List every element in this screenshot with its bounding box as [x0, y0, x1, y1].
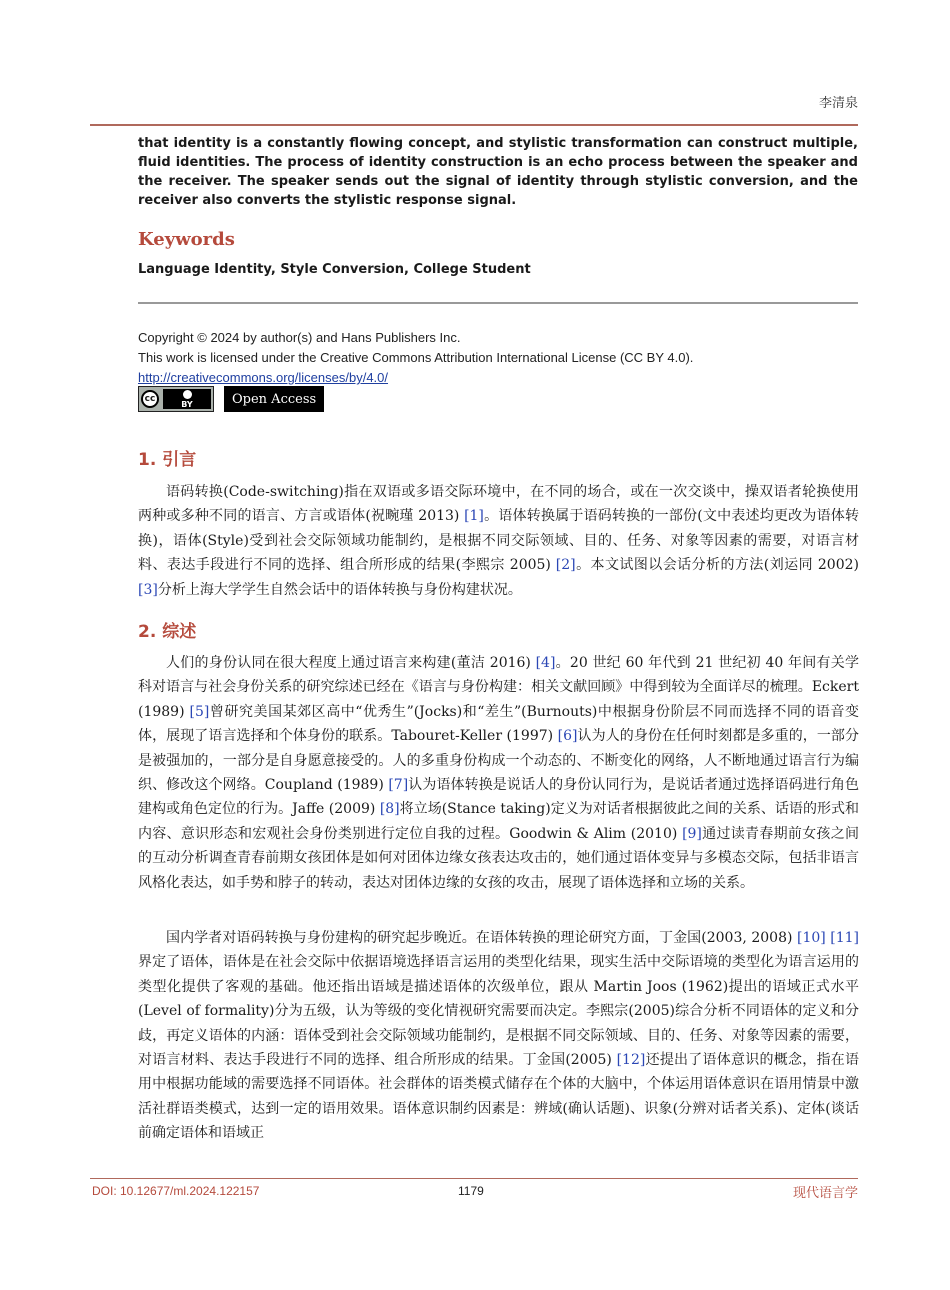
citation-link[interactable]: [9] [682, 825, 702, 842]
citation-link[interactable]: [4] [535, 655, 556, 671]
journal-name: 现代语言学 [792, 1185, 858, 1200]
citation-link[interactable]: [6] [557, 728, 578, 745]
header-rule [90, 124, 858, 126]
paragraph [138, 651, 859, 895]
paragraph [138, 480, 859, 602]
running-header-author: 李清泉 [818, 96, 858, 111]
paragraph-text: 通过读青春期前女孩之间的互动分析调查青春前期女孩团体是如何对团体边缘女孩表达攻击的，她们通过语体变异与多模态交际，包括非语言风格化表达，如手势和脖子的转动，表达对团体边缘的女孩的攻击，展现了语体选择和立场的关系。 [138, 825, 859, 891]
keywords-rule [138, 302, 858, 304]
paragraph [138, 926, 859, 1146]
copyright-block [138, 328, 693, 388]
citation-link[interactable]: [10] [11] [796, 930, 859, 946]
cc-by-badge[interactable] [138, 386, 214, 412]
by-icon [163, 389, 211, 409]
paragraph-text: 认为人的身份在任何时刻都是多重的，一部分是被强加的，一部分是自身愿意接受的。人的多重身份构成一个动态的、不断变化的网络，人不断地通过语言行为编织、修改这个网络。Coupland (1989) [138, 728, 859, 794]
citation-link[interactable]: [2] [555, 557, 576, 574]
paragraph-text: 还提出了语体意识的概念，指在语用中根据功能域的需要选择不同语体。社会群体的语类模式储存在个体的大脑中，个体运用语体意识在语用情景中激活社群语类模式，达到一定的语用效果。语体意识制约因素是：辨域(确认话题)、识象(分辨对话者关系)、定体(谈话前确定语体和语域正 [138, 1052, 859, 1142]
paragraph-text: 曾研究美国某郊区高中“优秀生”(Jocks)和“差生”(Burnouts)中根据身份阶层不同而选择不同的语音变体，展现了语言选择和个体身份的联系。Tabouret-Keller (1997) [138, 703, 859, 745]
paragraph-text: 语码转换(Code-switching)指在双语或多语交际环境中，在不同的场合，或在一次交谈中，操双语者轮换使用两种或多种不同的语言、方言或语体(祝畹瑾 2013) [138, 484, 859, 525]
footer-rule [90, 1178, 858, 1179]
citation-link[interactable]: [5] [189, 703, 210, 720]
abstract-text: that identity is a constantly flowing concept, and stylistic transformation can construct multiple, fluid identities. The process of identity construction is an echo process between the speaker and the receiver. The speaker sends out the signal of identity through stylistic conversion, and the receiver also converts the stylistic response signal. [138, 136, 858, 208]
copyright-line: Copyright © 2024 by author(s) and Hans Publishers Inc. [138, 330, 461, 345]
section-heading-intro: 1. 引言 [138, 450, 197, 470]
paragraph-text: 。20 世纪 60 年代到 21 世纪初 40 年间有关学科对语言与社会身份关系的研究综述已经在《语言与身份构建：相关文献回顾》中得到较为全面详尽的梳理。Eckert (1989) [138, 655, 859, 720]
page-number: 1179 [458, 1184, 484, 1198]
citation-link[interactable]: [3] [138, 581, 158, 598]
paragraph-text: 。本文试图以会话分析的方法(刘运同 2002) [575, 557, 859, 574]
by-label: BY [181, 399, 193, 409]
paragraph-text: 将立场(Stance taking)定义为对话者根据彼此之间的关系、话语的形式和内容、意识形态和宏观社会身份类别进行定位自我的过程。Goodwin & Alim (2010) [138, 801, 859, 842]
open-access-badge[interactable]: Open Access [224, 386, 324, 412]
citation-link[interactable]: [12] [616, 1052, 646, 1069]
paragraph-text: 界定了语体，语体是在社会交际中依据语境选择语言运用的类型化结果，现实生活中交际语境的类型化为语言运用的类型化提供了客观的基础。他还指出语域是描述语体的次级单位，跟从 Martin Joos (1962)提出的语域正式水平(Level of formality)分为五级，认为等级的变化情视研究需要而决定。李熙宗(2005)综合分析不同语体的定义和分歧，再定义语体的内涵：语体受到社会交际领域功能制约，是根据不同交际领域、目的、任务、对象等因素的需要，对语言材料、表达手段进行不同的选择、组合所形成的结果。丁金国(2005) [138, 954, 859, 1069]
citation-link[interactable]: [8] [379, 801, 400, 818]
paragraph-text: 国内学者对语码转换与身份建构的研究起步晚近。在语体转换的理论研究方面，丁金国(2003, 2008) [166, 930, 797, 946]
footer-doi[interactable]: DOI: 10.12677/ml.2024.122157 [92, 1184, 260, 1198]
keywords-text: Language Identity, Style Conversion, College Student [138, 262, 531, 277]
section-heading-review: 2. 综述 [138, 622, 197, 642]
citation-link[interactable]: [1] [464, 508, 484, 525]
cc-icon: cc [141, 390, 159, 408]
license-line: This work is licensed under the Creative Commons Attribution International License (CC BY 4.0). [138, 350, 694, 365]
license-badges [138, 386, 324, 412]
paragraph-text: 。语体转换属于语码转换的一部份(文中表述均更改为语体转换)，语体(Style)受到社会交际领域功能制约，是根据不同交际领域、目的、任务、对象等因素的需要，对语言材料、表达手段进行不同的选择、组合所形成的结果(李熙宗 2005) [138, 508, 860, 574]
paragraph-text: 分析上海大学学生自然会话中的语体转换与身份构建状况。 [157, 581, 522, 598]
paragraph-text: 人们的身份认同在很大程度上通过语言来构建(董洁 2016) [166, 655, 536, 671]
person-icon [183, 390, 192, 399]
keywords-heading: Keywords [138, 229, 235, 250]
citation-link[interactable]: [7] [388, 777, 409, 794]
paragraph-text: 认为语体转换是说话人的身份认同行为，是说话者通过选择语码进行角色建构或角色定位的行为。Jaffe (2009) [138, 777, 859, 818]
license-link[interactable]: http://creativecommons.org/licenses/by/4.0/ [138, 370, 389, 385]
